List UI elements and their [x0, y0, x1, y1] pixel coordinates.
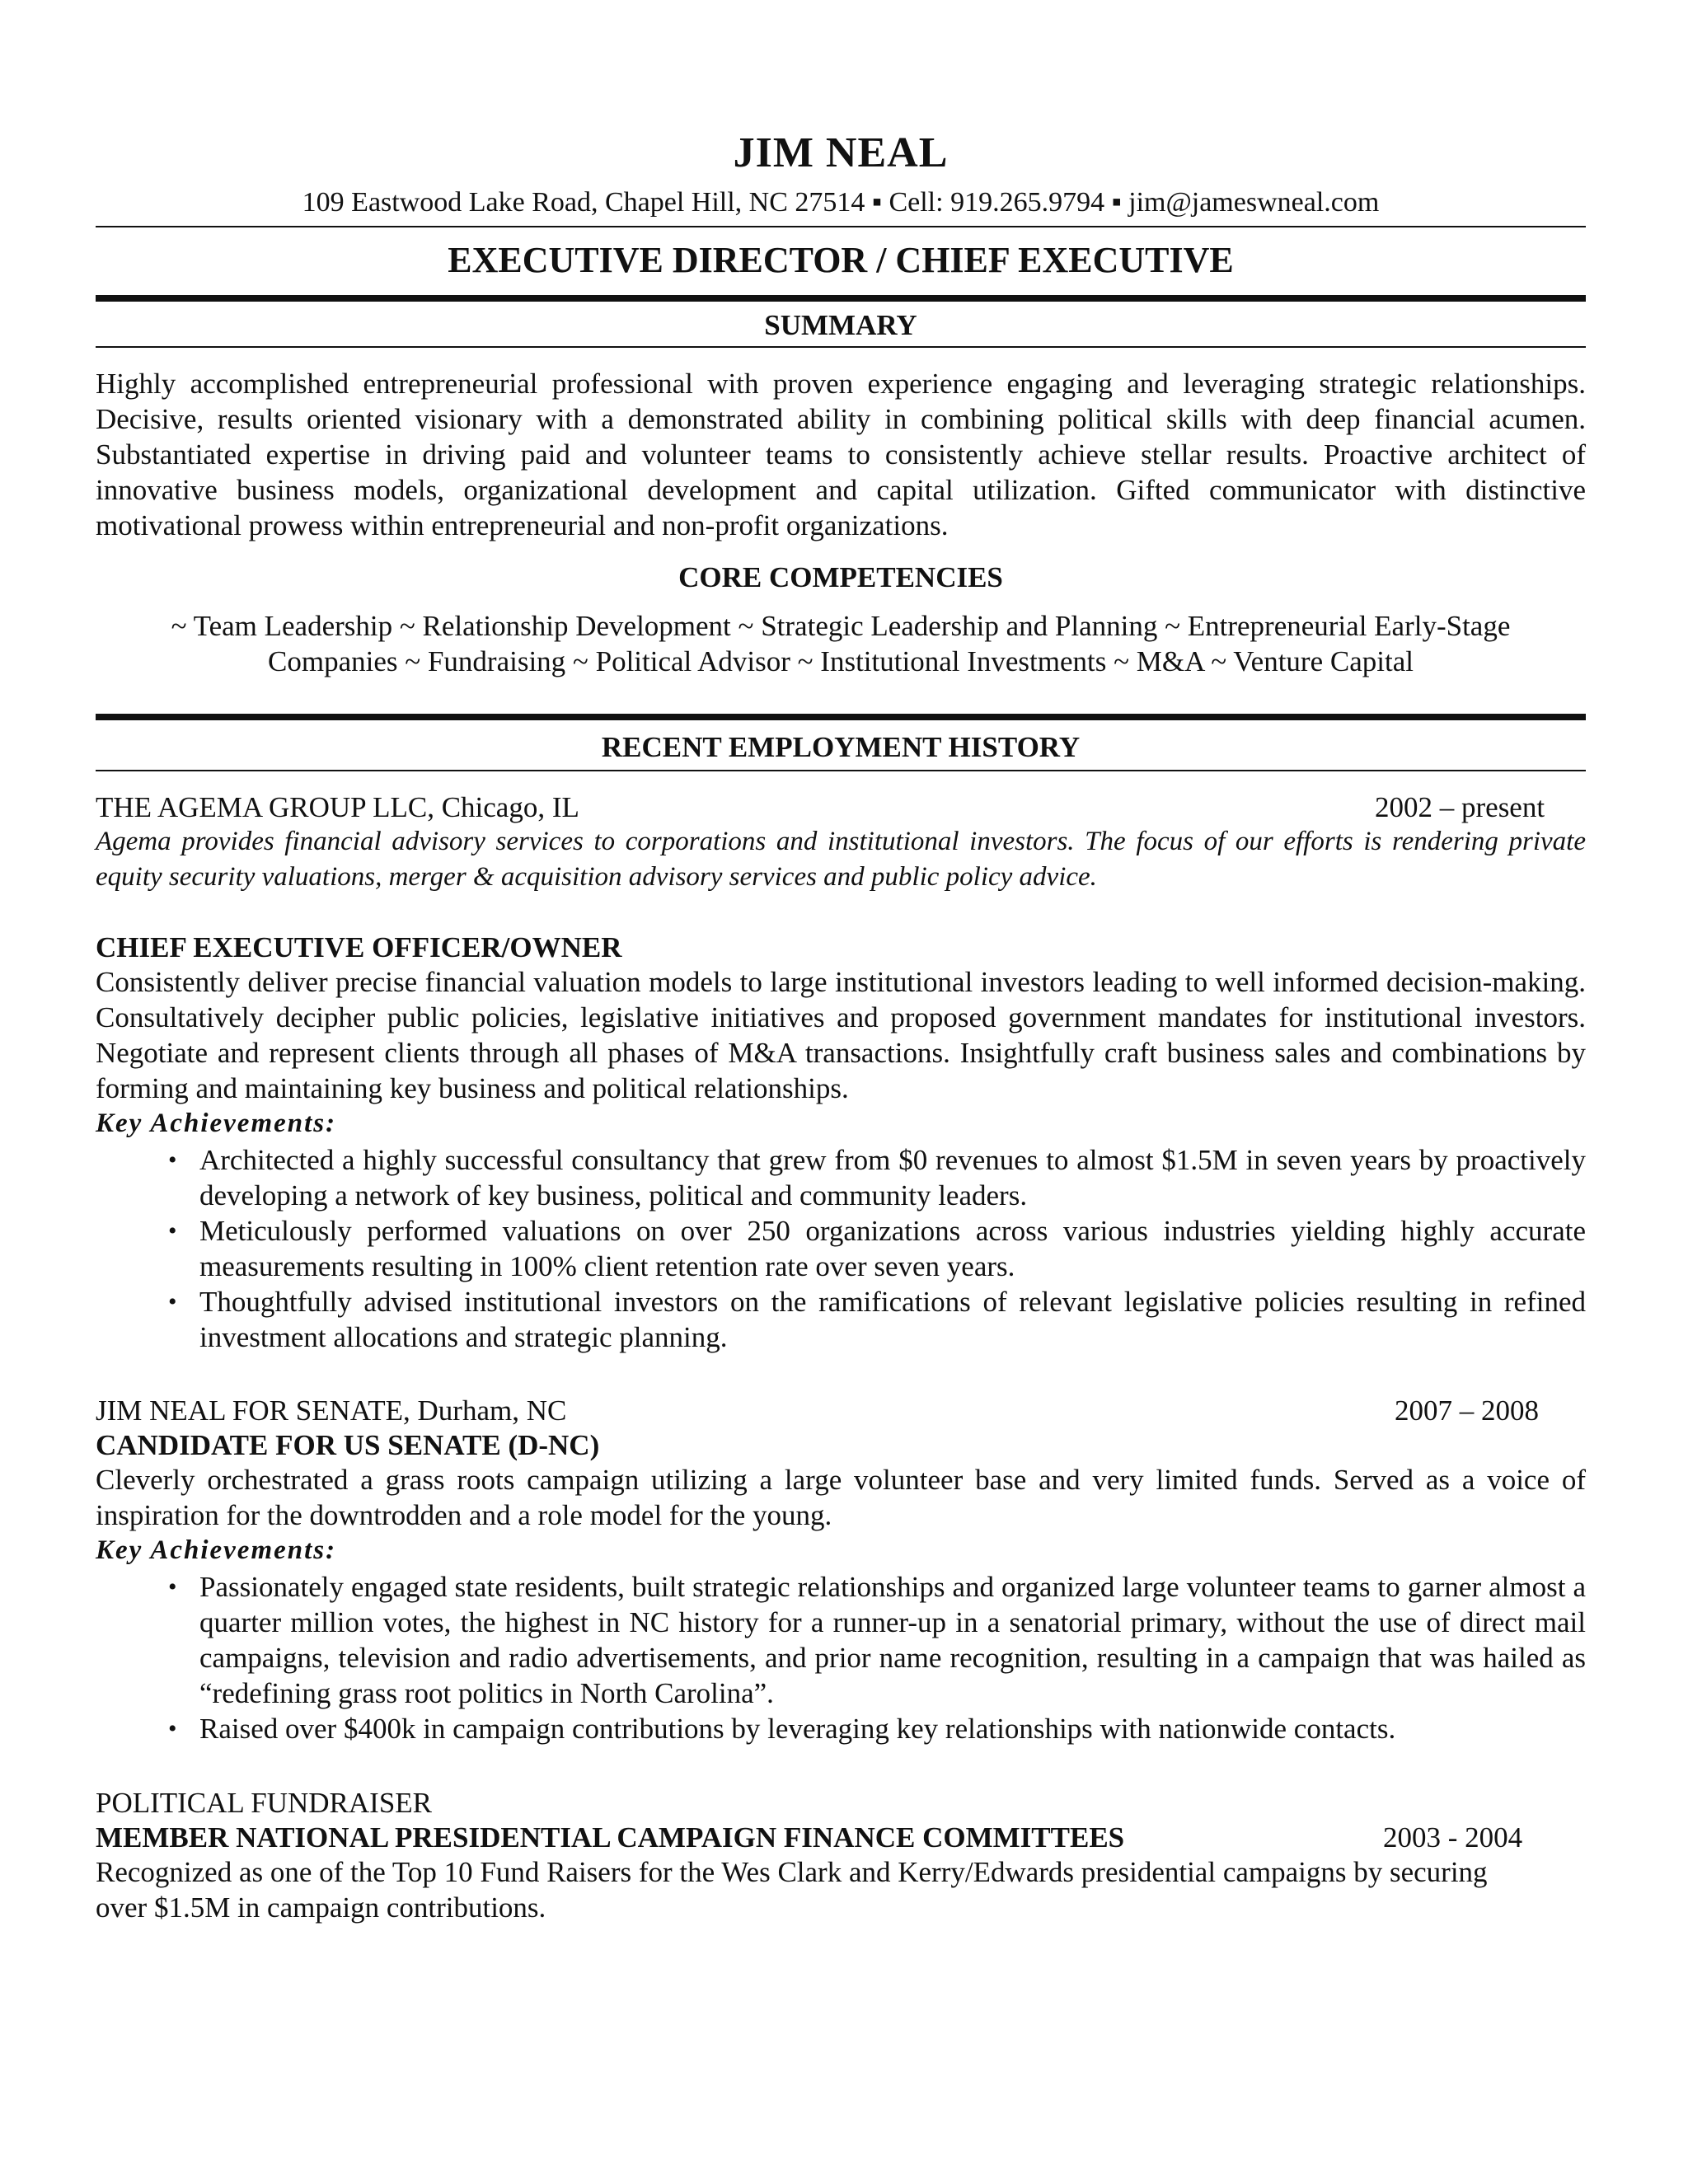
candidate-name: JIM NEAL: [733, 129, 949, 176]
job-3-role-row: [96, 1820, 1586, 1855]
list-item: [96, 1142, 1586, 1213]
employment-heading: RECENT EMPLOYMENT HISTORY: [601, 731, 1081, 763]
bullet-icon: •: [168, 1573, 177, 1601]
achievement-text: Meticulously performed valuations on over 250 organizations across various industries yielding highly accurate measurements resulting in 100% client retention rate over seven years.: [199, 1215, 1586, 1282]
summary-heading: SUMMARY: [764, 309, 917, 341]
job-3-role: MEMBER NATIONAL PRESIDENTIAL CAMPAIGN FINANCE COMMITTEES: [96, 1821, 1125, 1854]
job-1-summary: Consistently deliver precise financial valuation models to large institutional investors leading to well informed decision-making. Consultatively decipher public policies, legislative initiatives and proposed government mandates for institutional investors. Negotiate and represent clients through all phases of M&A transactions. Insightfully craft business sales and combinations by forming and maintaining key business and political relationships.: [96, 966, 1586, 1104]
summary-divider: [96, 346, 1586, 348]
employment-divider-thick: [96, 714, 1586, 720]
achievement-text: Passionately engaged state residents, built strategic relationships and organized large volunteer teams to garner almost a quarter million votes, the highest in NC history for a runner-up in a senatorial primary, without the use of direct mail campaigns, television and radio advertisements, and prior name recognition, resulting in a campaign that was hailed as “redefining grass root politics in North Carolina”.: [199, 1571, 1586, 1709]
achievement-text: Thoughtfully advised institutional investors on the ramifications of relevant legislative policies resulting in refined investment allocations and strategic planning.: [199, 1286, 1586, 1353]
job-3-dates: 2003 - 2004: [1383, 1821, 1523, 1854]
job-2-dates: 2007 – 2008: [1395, 1394, 1539, 1427]
summary-text: Highly accomplished entrepreneurial professional with proven experience engaging and leveraging strategic relationships. Decisive, results oriented visionary with a demonstrated ability in combining political skills with deep financial acumen. Substantiated expertise in driving paid and volunteer teams to consistently achieve stellar results. Proactive architect of innovative business models, organizational development and capital utilization. Gifted communicator with distinctive motivational prowess within entrepreneurial and non-profit organizations.: [96, 368, 1586, 541]
job-3-company: POLITICAL FUNDRAISER: [96, 1787, 433, 1819]
job-1-dates: 2002 – present: [1375, 791, 1545, 823]
title-divider-thick: [96, 295, 1586, 302]
job-1-role-text: CHIEF EXECUTIVE OFFICER/OWNER: [96, 931, 622, 963]
job-2-key-achievements-label: Key Achievements:: [96, 1535, 337, 1565]
job-1-achievements: [96, 1142, 1586, 1355]
employment-divider: [96, 770, 1586, 771]
contact-line: 109 Eastwood Lake Road, Chapel Hill, NC 27514 ▪ Cell: 919.265.9794 ▪ jim@jameswneal.com: [302, 187, 1380, 218]
bullet-icon: •: [168, 1146, 177, 1174]
job-2-company: JIM NEAL FOR SENATE, Durham, NC: [96, 1394, 567, 1427]
job-2-summary: Cleverly orchestrated a grass roots campaign utilizing a large volunteer base and very limited funds. Served as a voice of inspiration for the downtrodden and a role model for the young.: [96, 1464, 1586, 1531]
job-2-header: [96, 1393, 1586, 1428]
job-2-role-text: CANDIDATE FOR US SENATE (D-NC): [96, 1429, 600, 1461]
job-1-description: Agema provides financial advisory services to corporations and institutional investors. The focus of our efforts is rendering private equity security valuations, merger & acquisition advisory services and public policy advice.: [96, 827, 1586, 892]
list-item: [96, 1284, 1586, 1355]
job-2-role: [96, 1427, 1586, 1463]
job-1-company: THE AGEMA GROUP LLC, Chicago, IL: [96, 791, 579, 823]
target-title: EXECUTIVE DIRECTOR / CHIEF EXECUTIVE: [448, 240, 1234, 280]
job-1-key-achievements-label: Key Achievements:: [96, 1108, 337, 1138]
job-1-role: [96, 930, 1586, 965]
achievement-text: Raised over $400k in campaign contributions by leveraging key relationships with nationwide contacts.: [199, 1713, 1396, 1745]
job-2-achievements: [96, 1569, 1586, 1746]
competencies-text: ~ Team Leadership ~ Relationship Development ~ Strategic Leadership and Planning ~ Entrepreneurial Early-Stage Companies ~ Fundraising ~ Political Advisor ~ Institutional Investments ~ M&A ~ Venture Capital: [171, 610, 1511, 677]
list-item: [96, 1213, 1586, 1284]
list-item: [96, 1711, 1586, 1746]
achievement-text: Architected a highly successful consultancy that grew from $0 revenues to almost $1.5M in seven years by proactively developing a network of key business, political and community leaders.: [199, 1144, 1586, 1212]
job-3-header: [96, 1785, 1586, 1821]
bullet-icon: •: [168, 1715, 177, 1742]
bullet-icon: •: [168, 1217, 177, 1244]
header-divider: [96, 226, 1586, 227]
job-3-summary: Recognized as one of the Top 10 Fund Raisers for the Wes Clark and Kerry/Edwards presidential campaigns by securing over $1.5M in campaign contributions.: [96, 1856, 1488, 1924]
competencies-heading: CORE COMPETENCIES: [678, 561, 1003, 593]
bullet-icon: •: [168, 1288, 177, 1315]
job-1-header: [96, 790, 1586, 825]
list-item: [96, 1569, 1586, 1711]
